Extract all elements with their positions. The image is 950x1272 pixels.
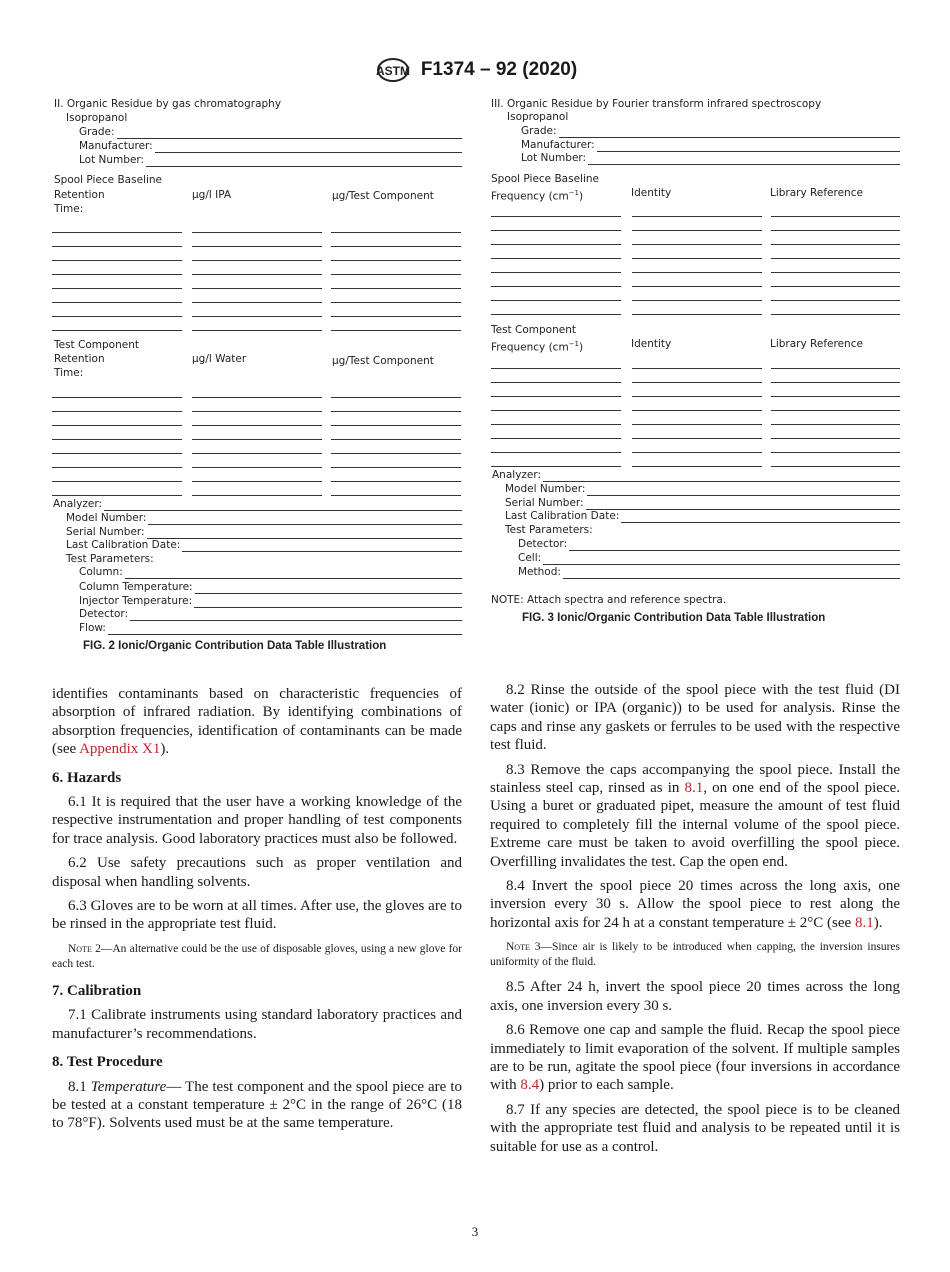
paragraph-8-1: 8.1 Temperature— The test component and the spool piece are to be tested at a constant temperature ± 2°C in the range of 26°C (18 to 78°F). Solvents used must be at the same temperature. [52, 1078, 463, 1132]
blank-entry-line[interactable] [771, 466, 900, 467]
blank-entry-line[interactable] [491, 314, 621, 315]
fig2-t1-col1a: Retention [54, 189, 105, 201]
blank-entry-line[interactable] [771, 382, 900, 383]
section-7-heading: 7. Calibration [52, 982, 142, 999]
fig2-model-number-field[interactable]: Model Number: [66, 512, 462, 525]
blank-entry-line[interactable] [771, 216, 900, 217]
svg-text:ASTM: ASTM [375, 64, 410, 78]
blank-entry-line[interactable] [632, 382, 762, 383]
note-2: Note 2—An alternative could be the use of disposable gloves, using a new glove for each test. [52, 942, 462, 970]
fig2-last-calibration-field[interactable]: Last Calibration Date: [66, 539, 462, 552]
note-3: Note 3—Since air is likely to be introduced when capping, the inversion insures uniformity of the fluid. [490, 941, 901, 969]
fig2-t2-col2: µg/l Water [192, 353, 247, 365]
fig3-last-calibration-field[interactable]: Last Calibration Date: [505, 510, 900, 523]
paragraph-8-4: 8.4 Invert the spool piece 20 times across the long axis, one inversion every 30 s. Allow the spool piece to rest along the horizontal axis for 24 h at a constant temperature ± 2°C (see 8.1). [490, 878, 900, 931]
fig3-title: III. Organic Residue by Fourier transform infrared spectroscopy [491, 98, 822, 110]
fig3-method-field[interactable]: Method: [518, 566, 900, 579]
section-8-1-link[interactable]: 8.1 [684, 780, 704, 797]
fig3-serial-number-field[interactable]: Serial Number: [505, 497, 900, 510]
fig3-manufacturer-field[interactable]: Manufacturer: [521, 139, 900, 152]
fig2-serial-number-field[interactable]: Serial Number: [66, 526, 462, 539]
paragraph-7-1: 7.1 Calibrate instruments using standard laboratory practices and manufacturer’s recommendations. [52, 1007, 462, 1042]
fig2-test-parameters-label: Test Parameters: [66, 553, 154, 565]
fig2-t1-col3: µg/Test Component [332, 190, 434, 202]
blank-entry-line[interactable] [632, 396, 762, 397]
blank-entry-line[interactable] [771, 438, 900, 439]
fig2-grade-field[interactable]: Grade: [79, 126, 462, 139]
blank-entry-line[interactable] [632, 314, 762, 315]
page-number: 3 [471, 1224, 479, 1239]
blank-entry-line[interactable] [771, 424, 900, 425]
fig3-analyzer-field[interactable]: Analyzer: [492, 469, 900, 482]
blank-entry-line[interactable] [491, 272, 621, 273]
blank-entry-line[interactable] [771, 258, 900, 259]
fig2-t1-col2: µg/l IPA [192, 189, 232, 201]
blank-entry-line[interactable] [491, 286, 621, 287]
paragraph-8-7: 8.7 If any species are detected, the spool piece is to be cleaned with the appropriate test fluid and analysis to be repeated until it is suitable for use as a control. [490, 1101, 900, 1155]
blank-entry-line[interactable] [771, 368, 900, 369]
fig3-t1-col2: Identity [631, 187, 672, 199]
blank-entry-line[interactable] [632, 466, 762, 467]
fig2-detector-field[interactable]: Detector: [79, 608, 462, 621]
blank-entry-line[interactable] [632, 258, 762, 259]
blank-entry-line[interactable] [491, 410, 621, 411]
fig3-detector-field[interactable]: Detector: [518, 538, 900, 551]
fig2-t1-col1b: Time: [54, 203, 84, 215]
fig3-cell-field[interactable]: Cell: [518, 552, 900, 565]
paragraph-8-6: 8.6 Remove one cap and sample the fluid. Recap the spool piece immediately to limit evaporation of the solvent. If multiple samples are to be run, agitate the spool piece (four inversions in accordance with 8.4) prior to each sample. [490, 1022, 900, 1094]
blank-entry-line[interactable] [771, 410, 900, 411]
blank-entry-line[interactable] [771, 314, 900, 315]
fig2-title: II. Organic Residue by gas chromatography [54, 98, 282, 110]
fig2-t2-heading: Test Component [54, 339, 139, 351]
fig2-column-temperature-field[interactable]: Column Temperature: [79, 581, 462, 594]
section-8-4-link[interactable]: 8.4 [520, 1077, 540, 1094]
fig3-lot-number-field[interactable]: Lot Number: [521, 152, 900, 165]
blank-entry-line[interactable] [491, 382, 621, 383]
blank-entry-line[interactable] [491, 244, 621, 245]
fig3-note: NOTE: Attach spectra and reference spectra. [491, 594, 727, 606]
fig3-t1-col1: Frequency $(cm^{-1})$ [491, 189, 584, 203]
fig2-t2-col1a: Retention [54, 353, 105, 365]
paragraph-6-3: 6.3 Gloves are to be worn at all times. After use, the gloves are to be rinsed in the appropriate test fluid. [52, 898, 462, 933]
blank-entry-line[interactable] [771, 452, 900, 453]
fig2-t1-heading: Spool Piece Baseline [54, 174, 162, 186]
fig2-flow-field[interactable]: Flow: [79, 622, 462, 635]
blank-entry-line[interactable] [632, 368, 762, 369]
blank-entry-line[interactable] [491, 452, 621, 453]
blank-entry-line[interactable] [632, 286, 762, 287]
fig2-lot-number-field[interactable]: Lot Number: [79, 154, 462, 167]
fig2-column-field[interactable]: Column: [79, 566, 462, 579]
section-6-heading: 6. Hazards [52, 769, 122, 786]
paragraph-6-1: 6.1 It is required that the user have a working knowledge of the respective instrumentation and proper handling of test components for trace analysis. Good laboratory practices must also be followed. [52, 794, 462, 847]
blank-entry-line[interactable] [771, 230, 900, 231]
paragraph-8-5: 8.5 After 24 h, invert the spool piece 20 times across the long axis, one inversion every 30 s. [490, 979, 900, 1014]
blank-entry-line[interactable] [771, 396, 900, 397]
blank-entry-line[interactable] [632, 300, 762, 301]
blank-entry-line[interactable] [491, 438, 621, 439]
fig3-t2-col1: Frequency $(cm^{-1})$ [491, 340, 584, 354]
blank-entry-line[interactable] [771, 286, 900, 287]
paragraph-6-2: 6.2 Use safety precautions such as proper ventilation and disposal when handling solvents. [52, 855, 462, 890]
fig2-t2-col1b: Time: [54, 367, 84, 379]
section-8-heading: 8. Test Procedure [52, 1054, 163, 1071]
blank-entry-line[interactable] [491, 396, 621, 397]
fig2-solvent: Isopropanol [66, 112, 128, 124]
blank-entry-line[interactable] [632, 452, 762, 453]
fig3-grade-field[interactable]: Grade: [521, 125, 900, 138]
fig2-analyzer-field[interactable]: Analyzer: [53, 498, 462, 511]
blank-entry-line[interactable] [491, 368, 621, 369]
blank-entry-line[interactable] [632, 216, 762, 217]
blank-entry-line[interactable] [491, 300, 621, 301]
fig3-test-parameters-label: Test Parameters: [505, 524, 593, 536]
blank-entry-line[interactable] [632, 230, 762, 231]
blank-entry-line[interactable] [632, 272, 762, 273]
fig3-t1-col3: Library Reference [770, 187, 863, 199]
left-column [52, 685, 462, 1139]
blank-entry-line[interactable] [632, 438, 762, 439]
fig2-caption: FIG. 2 Ionic/Organic Contribution Data Table Illustration [83, 640, 387, 652]
appendix-x1-link[interactable]: Appendix X1 [79, 741, 161, 758]
blank-entry-line[interactable] [771, 272, 900, 273]
paragraph-8-2: 8.2 Rinse the outside of the spool piece with the test fluid (DI water (ionic) or IPA (organic)) to be used for analysis. Rinse the caps and rinse any gaskets or ferrules to be used with the respective test fluid. [490, 682, 900, 754]
blank-entry-line[interactable] [491, 466, 621, 467]
fig3-solvent: Isopropanol [507, 111, 569, 123]
right-column [490, 681, 900, 1162]
blank-entry-line[interactable] [632, 410, 762, 411]
fig3-t1-heading: Spool Piece Baseline [491, 173, 599, 185]
fig3-model-number-field[interactable]: Model Number: [505, 483, 900, 496]
blank-entry-line[interactable] [491, 258, 621, 259]
fig3-t2-heading: Test Component [491, 324, 576, 336]
paragraph-8-3: 8.3 Remove the caps accompanying the spool piece. Install the stainless steel cap, rinsed as in 8.1, on one end of the spool piece. Using a buret or graduated pipet, measure the amount of test fluid required to completely fill the internal volume of the spool piece. Extreme care must be taken to avoid overfilling the spool piece. Overfilling invalidates the test. Cap the open end. [490, 761, 900, 870]
fig3-t2-col3: Library Reference [770, 338, 863, 350]
blank-entry-line[interactable] [491, 216, 621, 217]
fig3-caption: FIG. 3 Ionic/Organic Contribution Data Table Illustration [522, 612, 826, 624]
blank-entry-line[interactable] [771, 300, 900, 301]
fig2-manufacturer-field[interactable]: Manufacturer: [79, 140, 462, 153]
paragraph-5-cont: identifies contaminants based on characteristic frequencies of absorption of infrared radiation. By identifying combinations of absorption frequencies, identification of contaminants can be made (see Appendix X1). [52, 686, 462, 758]
fig2-t2-col3: µg/Test Component [332, 355, 434, 367]
fig2-injector-temperature-field[interactable]: Injector Temperature: [79, 595, 462, 608]
fig3-t2-col2: Identity [631, 338, 672, 350]
blank-entry-line[interactable] [491, 230, 621, 231]
section-8-1-link[interactable]: 8.1 [854, 914, 874, 931]
blank-entry-line[interactable] [632, 424, 762, 425]
standard-designation: F1374 – 92 (2020) [420, 59, 578, 81]
blank-entry-line[interactable] [491, 424, 621, 425]
blank-entry-line[interactable] [771, 244, 900, 245]
blank-entry-line[interactable] [632, 244, 762, 245]
